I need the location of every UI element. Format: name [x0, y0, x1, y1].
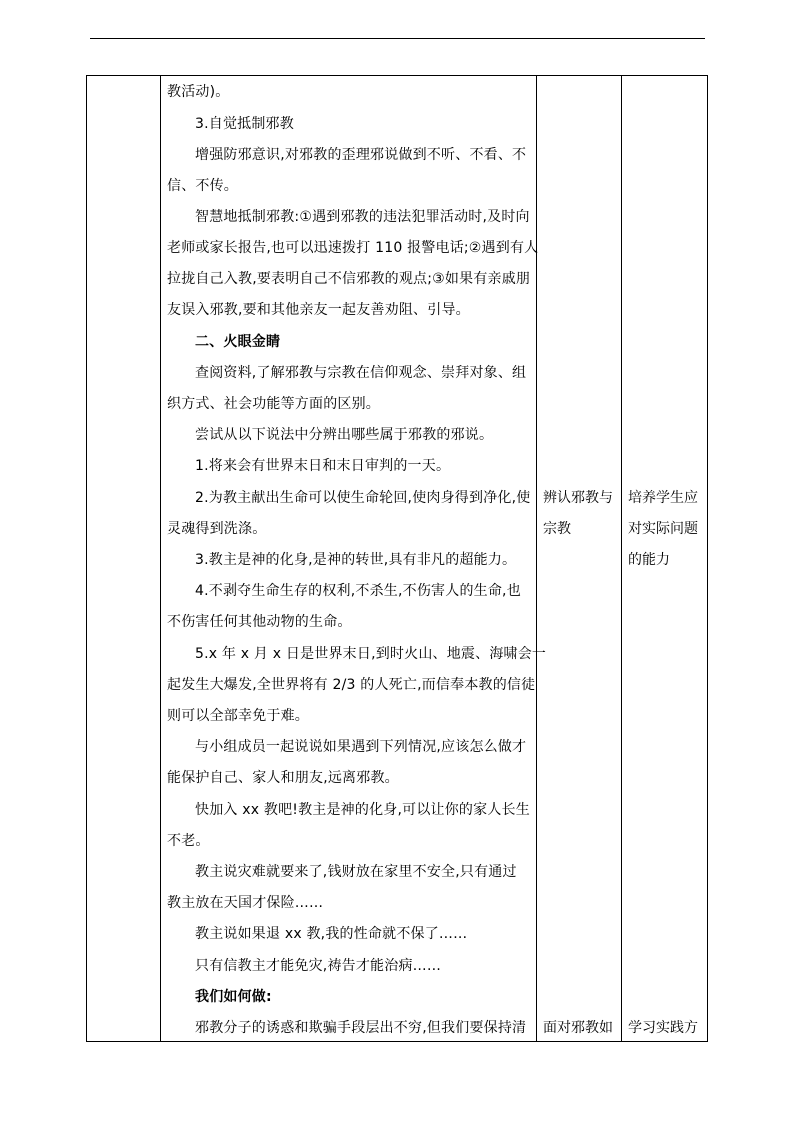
- text-line: 信、不传。: [167, 178, 238, 194]
- table-divider-3: [621, 76, 622, 1041]
- goal-line: 的能力: [628, 552, 670, 568]
- text-line: 起发生大爆发,全世界将有 2/3 的人死亡,而信奉本教的信徒: [167, 677, 536, 693]
- text-line: 查阅资料,了解邪教与宗教在信仰观念、崇拜对象、组: [195, 365, 527, 381]
- subsection-heading: 我们如何做:: [195, 989, 272, 1005]
- purpose-line: 辨认邪教与: [543, 490, 613, 506]
- text-line: 尝试从以下说法中分辨出哪些属于邪教的邪说。: [195, 427, 494, 443]
- text-line: 友误入邪教,要和其他亲友一起友善劝阻、引导。: [167, 302, 470, 318]
- text-line: 织方式、社会功能等方面的区别。: [167, 396, 380, 412]
- text-line: 灵魂得到洗涤。: [167, 521, 267, 537]
- text-line: 教活动)。: [167, 84, 230, 100]
- header-rule: [90, 38, 705, 39]
- text-line: 5.x 年 x 月 x 日是世界末日,到时火山、地震、海啸会一: [195, 646, 547, 662]
- text-line: 教主说灾难就要来了,钱财放在家里不安全,只有通过: [195, 864, 517, 880]
- purpose-line: 面对邪教如: [543, 1020, 613, 1036]
- text-line: 拉拢自己入教,要表明自己不信邪教的观点;③如果有亲戚朋: [167, 271, 531, 287]
- text-line: 不伤害任何其他动物的生命。: [167, 614, 352, 630]
- goal-line: 学习实践方: [628, 1020, 698, 1036]
- text-line: 2.为教主献出生命可以使生命轮回,使肉身得到净化,使: [195, 490, 531, 506]
- text-line: 邪教分子的诱惑和欺骗手段层出不穷,但我们要保持清: [195, 1020, 527, 1036]
- table-divider-2: [536, 76, 537, 1041]
- text-line: 快加入 xx 教吧!教主是神的化身,可以让你的家人长生: [195, 802, 530, 818]
- text-line: 4.不剥夺生命生存的权利,不杀生,不伤害人的生命,也: [195, 583, 521, 599]
- text-line: 能保护自己、家人和朋友,远离邪教。: [167, 770, 399, 786]
- text-line: 不老。: [167, 833, 210, 849]
- text-line: 教主放在天国才保险……: [167, 895, 324, 911]
- text-line: 则可以全部幸免于难。: [167, 708, 309, 724]
- text-line: 1.将来会有世界末日和末日审判的一天。: [195, 458, 451, 474]
- table-divider-1: [160, 76, 161, 1041]
- lesson-table: [86, 75, 708, 1042]
- goal-line: 对实际问题: [628, 521, 698, 537]
- section-heading: 二、火眼金睛: [195, 334, 281, 350]
- purpose-line: 宗教: [543, 521, 571, 537]
- text-line: 3.教主是神的化身,是神的转世,具有非凡的超能力。: [195, 552, 517, 568]
- text-line: 老师或家长报告,也可以迅速拨打 110 报警电话;②遇到有人: [167, 240, 539, 256]
- text-line: 增强防邪意识,对邪教的歪理邪说做到不听、不看、不: [195, 147, 527, 163]
- text-line: 智慧地抵制邪教:①遇到邪教的违法犯罪活动时,及时向: [195, 209, 530, 225]
- text-line: 与小组成员一起说说如果遇到下列情况,应该怎么做才: [195, 739, 527, 755]
- text-line: 只有信教主才能免灾,祷告才能治病……: [195, 958, 442, 974]
- goal-line: 培养学生应: [628, 490, 698, 506]
- text-line: 3.自觉抵制邪教: [195, 116, 294, 132]
- text-line: 教主说如果退 xx 教,我的性命就不保了……: [195, 926, 468, 942]
